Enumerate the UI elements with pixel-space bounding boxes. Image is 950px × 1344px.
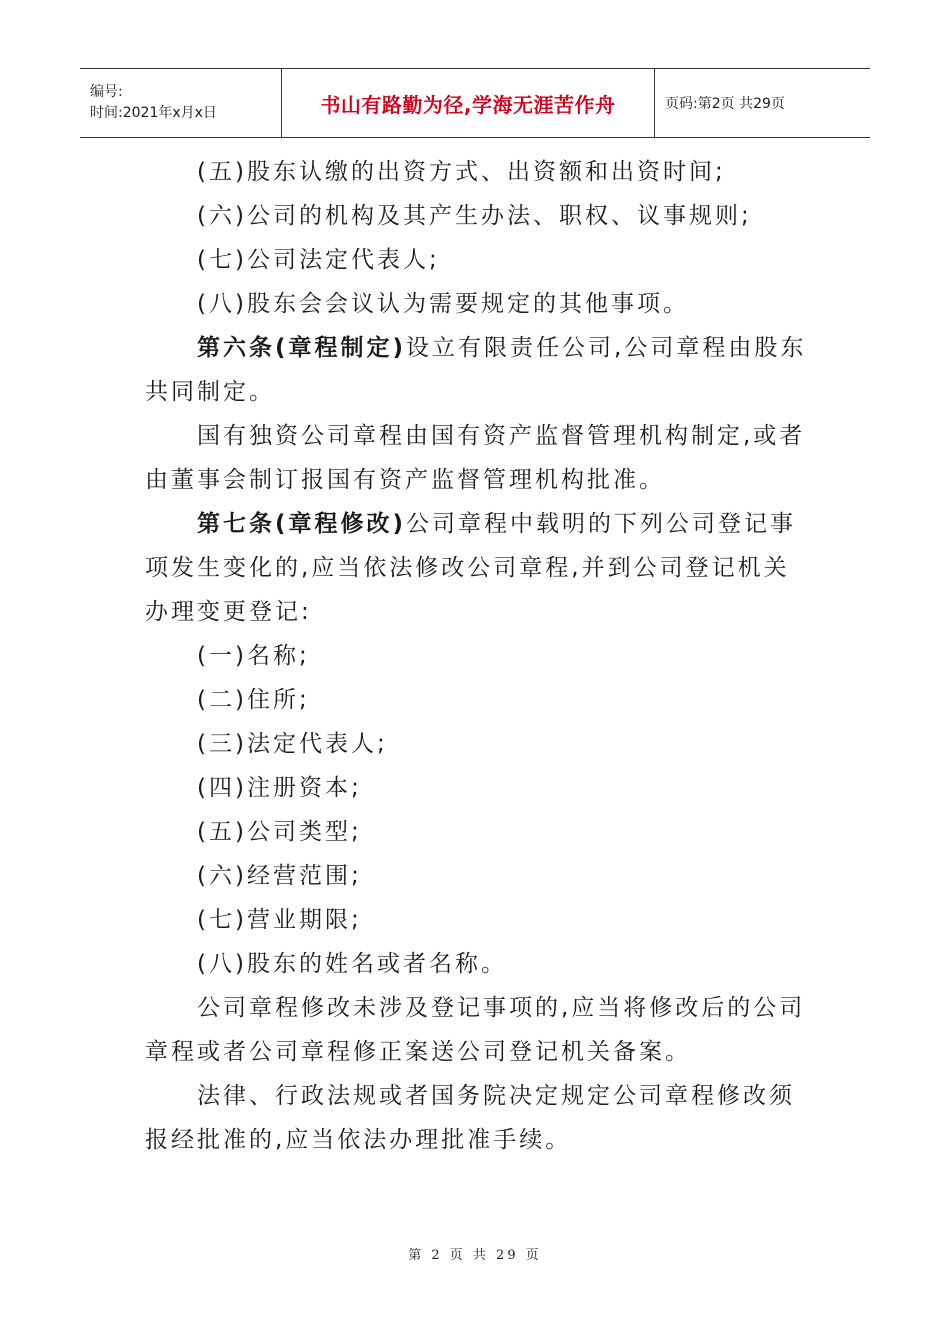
list-item: (八)股东会会议认为需要规定的其他事项。 <box>197 291 689 317</box>
article-6-text: 设立有限责任公司,公司章程由股东共同制定。 <box>145 335 807 405</box>
list-item: (七)营业期限; <box>197 907 362 933</box>
article-7-text: 公司章程中载明的下列公司登记事项发生变化的,应当依法修改公司章程,并到公司登记机关办理变更登记: <box>145 511 797 625</box>
list-item: (六)公司的机构及其产生办法、职权、议事规则; <box>197 203 752 229</box>
article-7-heading: 第七条(章程修改) <box>197 511 407 537</box>
list-item: (二)住所; <box>197 687 310 713</box>
filing-paragraph: 公司章程修改未涉及登记事项的,应当将修改后的公司章程或者公司章程修正案送公司登记机关备案。 <box>145 995 806 1065</box>
article-6-paragraph-2: 国有独资公司章程由国有资产监督管理机构制定,或者由董事会制订报国有资产监督管理机构批准。 <box>145 423 806 493</box>
header-motto: 书山有路勤为径,学海无涯苦作舟 <box>320 92 616 117</box>
header-page-cell <box>655 69 870 137</box>
list-item: (六)经营范围; <box>197 863 362 889</box>
list-item: (五)股东认缴的出资方式、出资额和出资时间; <box>197 159 726 185</box>
article-6-paragraph <box>145 326 815 414</box>
approval-paragraph: 法律、行政法规或者国务院决定规定公司章程修改须报经批准的,应当依法办理批准手续。 <box>145 1083 795 1153</box>
header-page-label: 页码:第2页 共29页 <box>665 96 785 112</box>
page-footer <box>0 1244 950 1263</box>
list-item: (四)注册资本; <box>197 775 362 801</box>
article-7-paragraph <box>145 502 815 634</box>
list-item: (七)公司法定代表人; <box>197 247 440 273</box>
list-item: (八)股东的姓名或者名称。 <box>197 951 507 977</box>
document-body <box>145 150 815 1162</box>
footer-page-number: 第 2 页 共 29 页 <box>408 1248 542 1263</box>
article-6-heading: 第六条(章程制定) <box>197 335 407 361</box>
list-item: (一)名称; <box>197 643 310 669</box>
list-item: (三)法定代表人; <box>197 731 388 757</box>
header-meta <box>80 69 282 137</box>
list-item: (五)公司类型; <box>197 819 362 845</box>
page-header <box>80 68 870 138</box>
header-motto-cell <box>282 69 655 137</box>
serial-number-label: 编号: <box>90 84 123 100</box>
date-label: 时间:2021年x月x日 <box>90 105 217 121</box>
